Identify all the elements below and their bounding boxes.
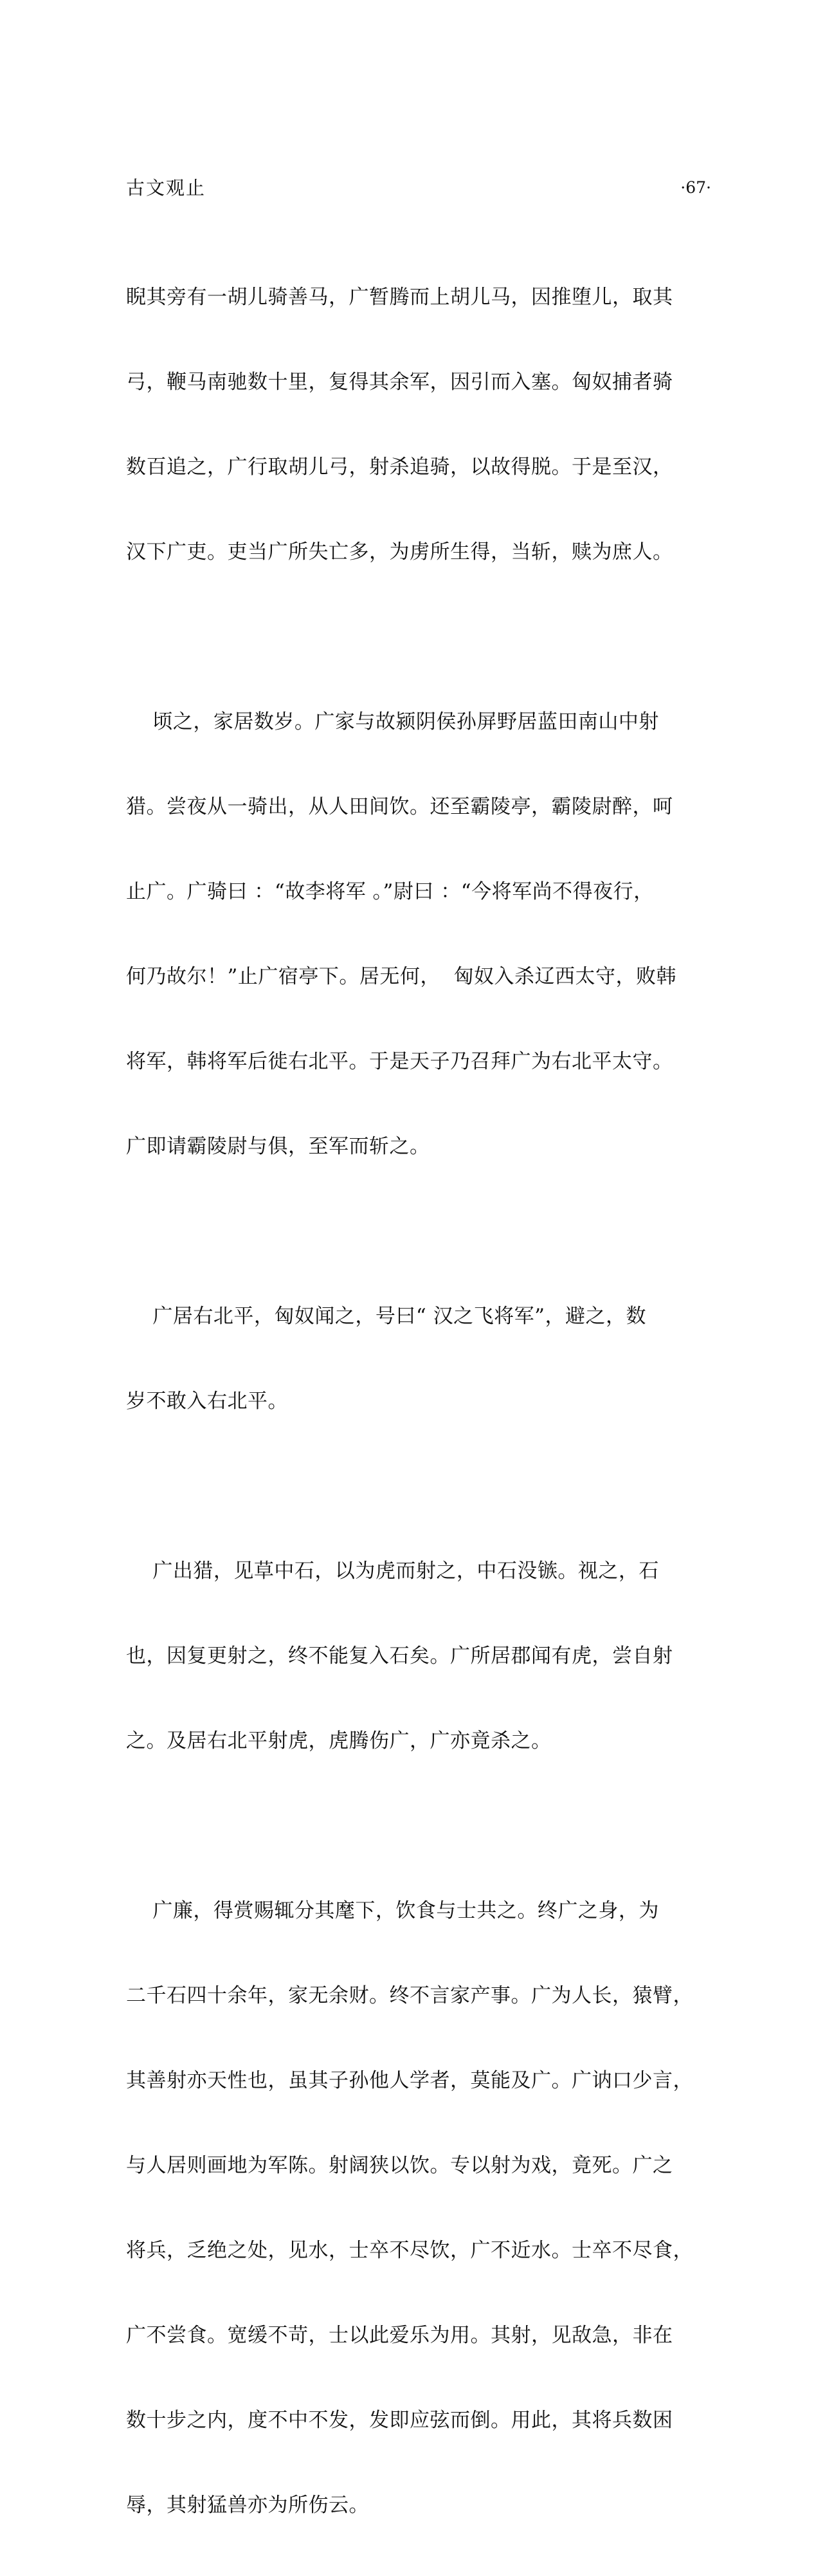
- page-body: [126, 226, 711, 2576]
- text-line: 广不尝食。宽缓不苛，士以此爱乐为用。其射，见敌急，非在: [126, 2324, 673, 2347]
- paragraph-2: [126, 651, 711, 1217]
- text-line: 将军，韩将军后徙右北平。于是天子乃召拜广为右北平太守。: [126, 1050, 673, 1073]
- text-line: 猎。尝夜从一骑出，从人田间饮。还至霸陵亭，霸陵尉醉，呵: [126, 795, 673, 818]
- text-line: 与人居则画地为军陈。射阔狭以饮。专以射为戏，竟死。广之: [126, 2154, 673, 2177]
- text-line: 岁不敢入右北平。: [126, 1390, 288, 1413]
- page-number: ·67·: [680, 178, 711, 197]
- text-line: 弓，鞭马南驰数十里，复得其余军，因引而入塞。匈奴捕者骑: [126, 371, 673, 394]
- text-line: 数十步之内，度不中不发，发即应弦而倒。用此，其将兵数困: [126, 2409, 673, 2432]
- paragraph-3: [126, 1246, 711, 1472]
- book-title: 古文观止: [126, 177, 206, 199]
- text-line: 广即请霸陵尉与俱，至军而斩之。: [126, 1135, 430, 1158]
- text-line: 之。及居右北平射虎，虎腾伤广，广亦竟杀之。: [126, 1729, 552, 1753]
- text-line: 也，因复更射之，终不能复入石矣。广所居郡闻有虎，尝自射: [126, 1644, 673, 1668]
- text-line: 二千石四十余年，家无余财。终不言家产事。广为人长，猿臂，: [126, 1984, 693, 2007]
- text-line: 广居右北平，匈奴闻之，号曰“ 汉之飞将军”，避之，数: [126, 1305, 646, 1328]
- text-line: 广廉，得赏赐辄分其麾下，饮食与士共之。终广之身，为: [126, 1899, 659, 1922]
- paragraph-4: [126, 1500, 711, 1812]
- paragraph-1: [126, 226, 711, 623]
- text-line: 汉下广吏。吏当广所失亡多，为虏所生得，当斩，赎为庶人。: [126, 540, 673, 564]
- text-line: 数百追之，广行取胡儿弓，射杀追骑，以故得脱。于是至汉，: [126, 455, 673, 479]
- text-line: 何乃故尔！”止广宿亭下。居无何， 匈奴入杀辽西太守，败韩: [126, 965, 677, 988]
- text-line: 广出猎，见草中石，以为虎而射之，中石没镞。视之，石: [126, 1559, 659, 1583]
- paragraph-5: [126, 1840, 711, 2576]
- text-line: 其善射亦天性也，虽其子孙他人学者，莫能及广。广讷口少言，: [126, 2069, 693, 2092]
- text-line: 睨其旁有一胡儿骑善马，广暂腾而上胡儿马，因推堕儿，取其: [126, 286, 673, 309]
- text-line: 顷之，家居数岁。广家与故颍阴侯孙屏野居蓝田南山中射: [126, 710, 659, 733]
- page-header: [126, 175, 711, 201]
- text-line: 止广。广骑曰 ：“故李将军 。”尉曰 ：“今将军尚不得夜行，: [126, 880, 654, 903]
- text-line: 辱，其射猛兽亦为所伤云。: [126, 2494, 369, 2517]
- text-line: 将兵，乏绝之处，见水，士卒不尽饮，广不近水。士卒不尽食，: [126, 2239, 693, 2262]
